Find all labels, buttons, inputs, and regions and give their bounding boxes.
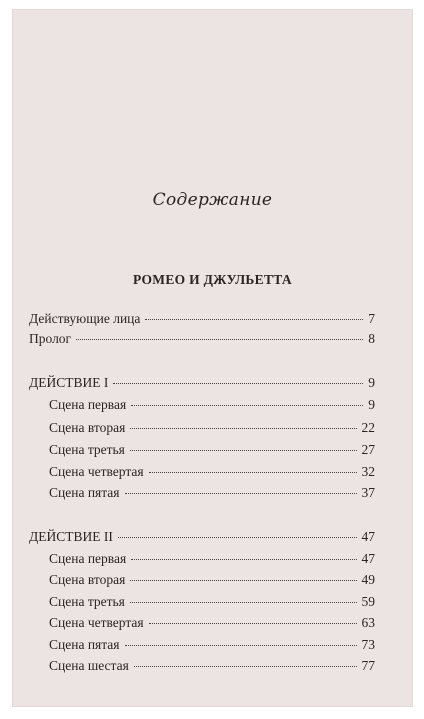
toc-entry-label: Сцена третья: [49, 442, 125, 457]
toc-entry: [29, 310, 375, 328]
dot-leader: [145, 319, 363, 320]
toc-entry-scene: [49, 593, 375, 611]
toc-entry-label: Сцена пятая: [49, 485, 120, 500]
toc-entry-label: Сцена первая: [49, 551, 127, 566]
toc-entry-scene: [49, 396, 375, 414]
toc-entry-scene: [49, 419, 375, 437]
dot-leader: [131, 405, 363, 406]
toc-entry-page-number: 37: [361, 485, 375, 500]
toc-entry-page-number: 59: [361, 594, 375, 609]
toc-entry-label: Сцена третья: [49, 594, 125, 609]
dot-leader: [130, 450, 357, 451]
toc-entry-scene: [49, 484, 375, 502]
toc-entry-scene: [49, 571, 375, 589]
dot-leader: [125, 493, 357, 494]
toc-entry-label: Сцена вторая: [49, 420, 126, 435]
toc-entry-label: ДЕЙСТВИЕ II: [29, 529, 113, 544]
dot-leader: [149, 472, 357, 473]
toc-entry-scene: [49, 550, 375, 568]
toc-entry-label: Сцена первая: [49, 397, 127, 412]
toc-entry-scene: [49, 463, 375, 481]
toc-entry-label: Действующие лица: [29, 311, 141, 326]
toc-entry-page-number: 47: [361, 551, 375, 566]
toc-entry: [29, 330, 375, 348]
dot-leader: [149, 623, 357, 624]
book-page: [13, 10, 412, 706]
toc-entry-page-number: 22: [361, 420, 375, 435]
toc-entry-label: Сцена вторая: [49, 572, 126, 587]
dot-leader: [76, 339, 363, 340]
dot-leader: [113, 383, 363, 384]
play-title: РОМЕО И ДЖУЛЬЕТТА: [133, 272, 292, 287]
toc-entry-page-number: 49: [361, 572, 375, 587]
toc-entry-page-number: 8: [368, 331, 375, 346]
toc-entry-scene: [49, 441, 375, 459]
toc-entry: [29, 374, 375, 392]
toc-entry-page-number: 27: [361, 442, 375, 457]
dot-leader: [125, 645, 357, 646]
dot-leader: [130, 428, 356, 429]
toc-entry-scene: [49, 636, 375, 654]
toc-entry-label: Сцена четвертая: [49, 615, 144, 630]
dot-leader: [131, 559, 356, 560]
toc-entry-scene: [49, 614, 375, 632]
toc-entry-page-number: 32: [361, 464, 375, 479]
toc-entry: [29, 528, 375, 546]
toc-entry-label: ДЕЙСТВИЕ I: [29, 375, 109, 390]
toc-entry-page-number: 9: [368, 397, 375, 412]
toc-entry-page-number: 47: [361, 529, 375, 544]
dot-leader: [134, 666, 357, 667]
toc-entry-scene: [49, 657, 375, 675]
toc-entry-label: Сцена шестая: [49, 658, 129, 673]
toc-entry-label: Пролог: [29, 331, 72, 346]
toc-entry-page-number: 7: [368, 311, 375, 326]
toc-entry-label: Сцена пятая: [49, 637, 120, 652]
toc-entry-page-number: 77: [361, 658, 375, 673]
contents-title: Содержание: [152, 190, 273, 210]
dot-leader: [130, 602, 357, 603]
toc-entry-page-number: 9: [368, 375, 375, 390]
dot-leader: [118, 537, 357, 538]
toc-entry-page-number: 63: [361, 615, 375, 630]
toc-entry-label: Сцена четвертая: [49, 464, 144, 479]
dot-leader: [130, 580, 356, 581]
toc-entry-page-number: 73: [361, 637, 375, 652]
